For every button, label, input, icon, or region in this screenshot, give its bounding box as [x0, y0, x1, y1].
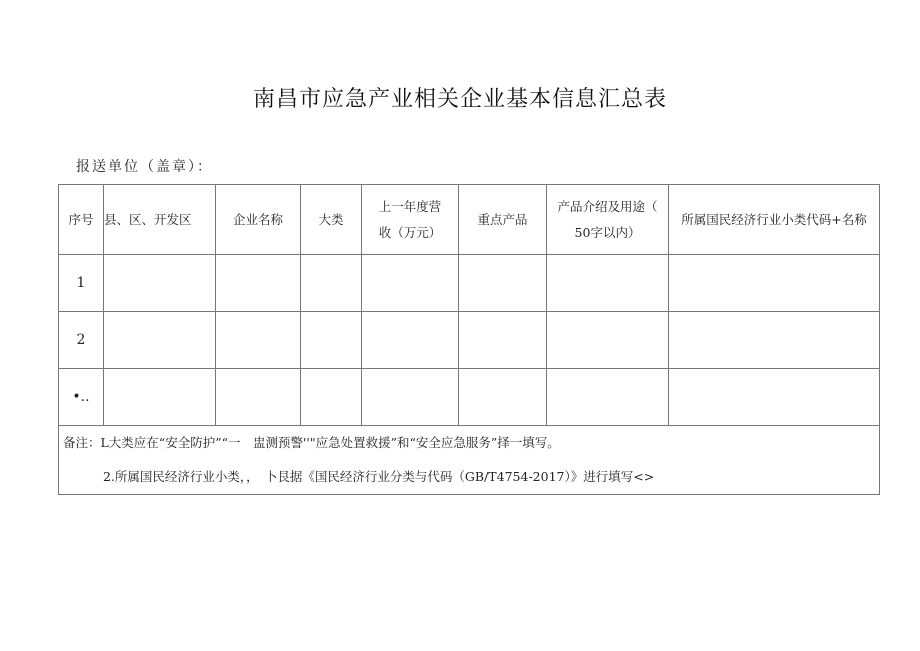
header-product-intro	[547, 185, 669, 255]
row-index: 2	[59, 312, 104, 369]
table-row	[59, 255, 880, 312]
cell[interactable]	[547, 312, 669, 369]
cell[interactable]	[362, 369, 459, 426]
cell[interactable]	[459, 255, 547, 312]
cell[interactable]	[362, 255, 459, 312]
header-company-name: 企业名称	[216, 185, 301, 255]
cell[interactable]	[216, 312, 301, 369]
row-index: 1	[59, 255, 104, 312]
cell[interactable]	[669, 312, 880, 369]
cell[interactable]	[547, 369, 669, 426]
header-category: 大类	[301, 185, 362, 255]
reporting-unit-label: 报送单位（盖章）：	[76, 159, 213, 175]
enterprise-info-table	[58, 184, 880, 495]
table-row	[59, 312, 880, 369]
cell[interactable]	[104, 255, 216, 312]
note-1: 备注：L大类应在“安全防护”“一 盅测预警''"应急处置救援”和“安全应急服务”择一填写。	[63, 435, 560, 450]
header-revenue-line2: 收（万元）	[378, 224, 442, 240]
row-index: •..	[59, 369, 104, 426]
cell[interactable]	[669, 369, 880, 426]
cell[interactable]	[104, 369, 216, 426]
cell[interactable]	[362, 312, 459, 369]
header-industry-code: 所属国民经济行业小类代码+名称	[669, 185, 880, 255]
cell[interactable]	[216, 369, 301, 426]
header-key-products: 重点产品	[459, 185, 547, 255]
page-title: 南昌市应急产业相关企业基本信息汇总表	[252, 87, 667, 112]
notes-row	[59, 426, 880, 495]
cell[interactable]	[104, 312, 216, 369]
table-row	[59, 369, 880, 426]
cell[interactable]	[301, 255, 362, 312]
header-revenue	[362, 185, 459, 255]
header-revenue-line1: 上一年度营	[378, 198, 442, 214]
header-row	[59, 185, 880, 255]
header-intro-line2: 50字以内）	[574, 224, 641, 240]
cell[interactable]	[216, 255, 301, 312]
cell[interactable]	[301, 312, 362, 369]
notes	[59, 426, 880, 495]
header-intro-line1: 产品介绍及用途（	[557, 198, 658, 214]
cell[interactable]	[669, 255, 880, 312]
cell[interactable]	[459, 312, 547, 369]
cell[interactable]	[547, 255, 669, 312]
cell[interactable]	[459, 369, 547, 426]
note-2: 2.所属国民经济行业小类，， 卜艮据《国民经济行业分类与代码（GB/T4754-2017）》进行填写<>	[103, 469, 655, 484]
cell[interactable]	[301, 369, 362, 426]
header-index: 序号	[59, 185, 104, 255]
header-district: 县、区、开发区	[104, 185, 216, 255]
